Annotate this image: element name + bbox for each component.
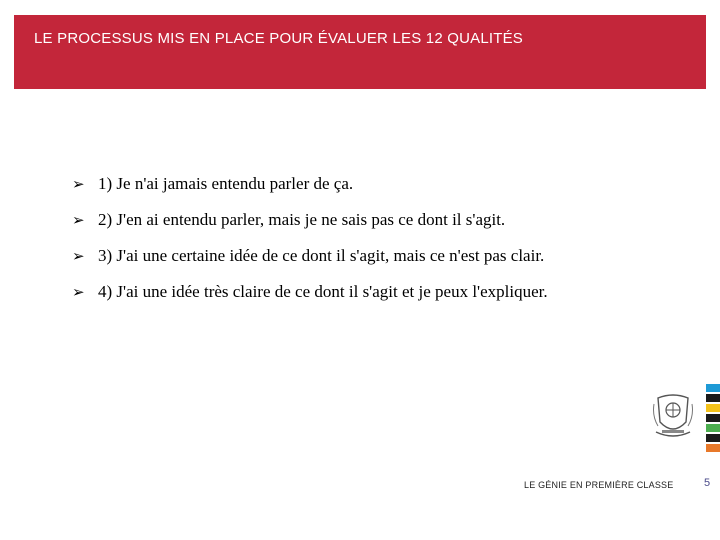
list-item (72, 274, 548, 310)
title-bar (14, 15, 706, 89)
stripe (706, 394, 720, 402)
stripe (706, 424, 720, 432)
stripe (706, 414, 720, 422)
stripe (706, 444, 720, 452)
list-item (72, 238, 548, 274)
footer-tagline: LE GÉNIE EN PREMIÈRE CLASSE (524, 480, 674, 490)
arrow-bullet-icon: ➢ (72, 211, 85, 229)
school-seal-icon (652, 392, 694, 440)
bullet-text: 4) J'ai une idée très claire de ce dont il s'agit et je peux l'expliquer. (98, 282, 548, 301)
slide-title: LE PROCESSUS MIS EN PLACE POUR ÉVALUER LES 12 QUALITÉS (34, 30, 524, 47)
bullet-list (72, 166, 548, 310)
stripe (706, 434, 720, 442)
stripe (706, 384, 720, 392)
color-stripes (706, 384, 720, 452)
list-item (72, 166, 548, 202)
bullet-text: 3) J'ai une certaine idée de ce dont il s'agit, mais ce n'est pas clair. (98, 246, 545, 265)
bullet-text: 1) Je n'ai jamais entendu parler de ça. (98, 174, 354, 193)
arrow-bullet-icon: ➢ (72, 175, 85, 193)
bullet-text: 2) J'en ai entendu parler, mais je ne sais pas ce dont il s'agit. (98, 210, 506, 229)
list-item (72, 202, 548, 238)
stripe (706, 404, 720, 412)
arrow-bullet-icon: ➢ (72, 247, 85, 265)
page-number: 5 (704, 477, 711, 489)
arrow-bullet-icon: ➢ (72, 283, 85, 301)
